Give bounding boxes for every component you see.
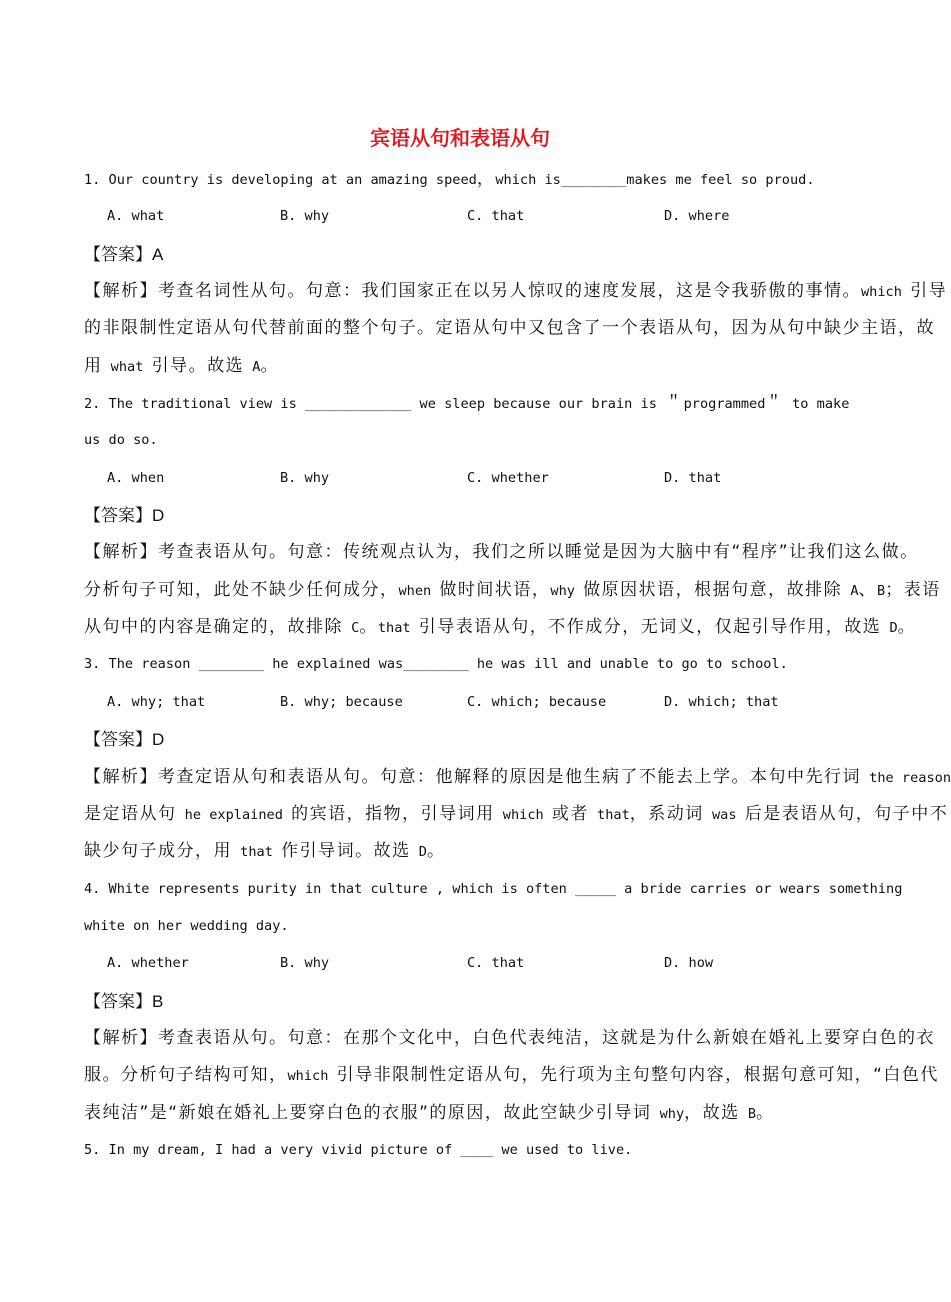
option-a: A. whether (107, 955, 189, 972)
analysis-line: 【解析】考查表语从句。句意：传统观点认为，我们之所以睡觉是因为大脑中有“程序”让我们这么做。 (84, 542, 919, 563)
option-a: A. why; that (107, 693, 206, 710)
analysis-line: 是定语从句 he explained 的宾语，指物，引导词用 which 或者 that，系动词 was 后是表语从句，句子中不 (84, 803, 949, 824)
question-1 (84, 161, 948, 385)
analysis-line: 服。分析句子结构可知，which 引导非限制性定语从句，先行项为主句整句内容，根据句意可知，“白色代 (84, 1065, 939, 1086)
question-stem: 3. The reason ________ he explained was________ he was ill and unable to go to school. (84, 656, 788, 673)
analysis-line: 的非限制性定语从句代替前面的整个句子。定语从句中又包含了一个表语从句，因为从句中缺少主语，故 (84, 318, 935, 339)
answer-line: 【答案】D (84, 506, 165, 526)
question-stem: 4. White represents purity in that culture , which is often _____ a bride carries or wears something (84, 880, 903, 897)
question-stem: white on her wedding day. (84, 917, 289, 934)
option-c: C. that (467, 208, 525, 225)
question-stem: us do so. (84, 432, 158, 449)
option-c: C. that (467, 955, 525, 972)
analysis-line: 分析句子可知，此处不缺少任何成分，when 做时间状语，why 做原因状语，根据句意，故排除 A、B；表语 (84, 579, 941, 600)
analysis-line: 缺少句子成分，用 that 作引导词。故选 D。 (84, 841, 446, 862)
answer-line: 【答案】A (84, 244, 164, 264)
analysis-line: 用 what 引导。故选 A。 (84, 355, 279, 376)
option-a: A. what (107, 208, 165, 225)
option-b: B. why (280, 955, 330, 972)
question-stem: 5. In my dream, I had a very vivid picture of ____ we used to live. (84, 1141, 633, 1158)
option-d: D. that (664, 469, 722, 486)
option-d: D. where (664, 208, 730, 225)
options-row (84, 198, 914, 235)
document-body (84, 161, 951, 1169)
option-c: C. which; because (467, 693, 607, 710)
option-b: B. why (280, 469, 330, 486)
question-stem: 1. Our country is developing at an amazing speed，which is________makes me feel so proud. (84, 169, 815, 189)
analysis-line: 从句中的内容是确定的，故排除 C。that 引导表语从句，不作成分，无词义，仅起引导作用，故选 D。 (84, 617, 917, 638)
options-row (84, 945, 914, 982)
question-stem: 2. The traditional view is _____________ we sleep because our brain is ＂programmed＂ to make (84, 393, 850, 414)
question-2 (84, 385, 941, 646)
analysis-line: 【解析】考查定语从句和表语从句。句意：他解释的原因是他生病了不能去上学。本句中先行词 the reason (84, 766, 951, 787)
question-5 (84, 1132, 914, 1169)
analysis-line: 【解析】考查名词性从句。句意：我们国家正在以另人惊叹的速度发展，这是令我骄傲的事情。which 引导 (84, 281, 948, 302)
question-3 (84, 646, 951, 870)
answer-line: 【答案】B (84, 991, 164, 1011)
option-c: C. whether (467, 469, 549, 486)
option-b: B. why; because (280, 693, 403, 710)
option-b: B. why (280, 208, 330, 225)
question-4 (84, 871, 939, 1132)
option-a: A. when (107, 469, 165, 486)
option-d: D. which; that (664, 693, 779, 710)
analysis-line: 【解析】考查表语从句。句意：在那个文化中，白色代表纯洁，这就是为什么新娘在婚礼上要穿白色的衣 (84, 1027, 935, 1048)
option-d: D. how (664, 955, 714, 972)
document-title: 宾语从句和表语从句 (370, 126, 550, 150)
options-row (84, 684, 914, 721)
analysis-line: 表纯洁”是“新娘在婚礼上要穿白色的衣服”的原因，故此空缺少引导词 why，故选 B。 (84, 1102, 775, 1123)
answer-line: 【答案】D (84, 730, 165, 750)
options-row (84, 460, 914, 497)
